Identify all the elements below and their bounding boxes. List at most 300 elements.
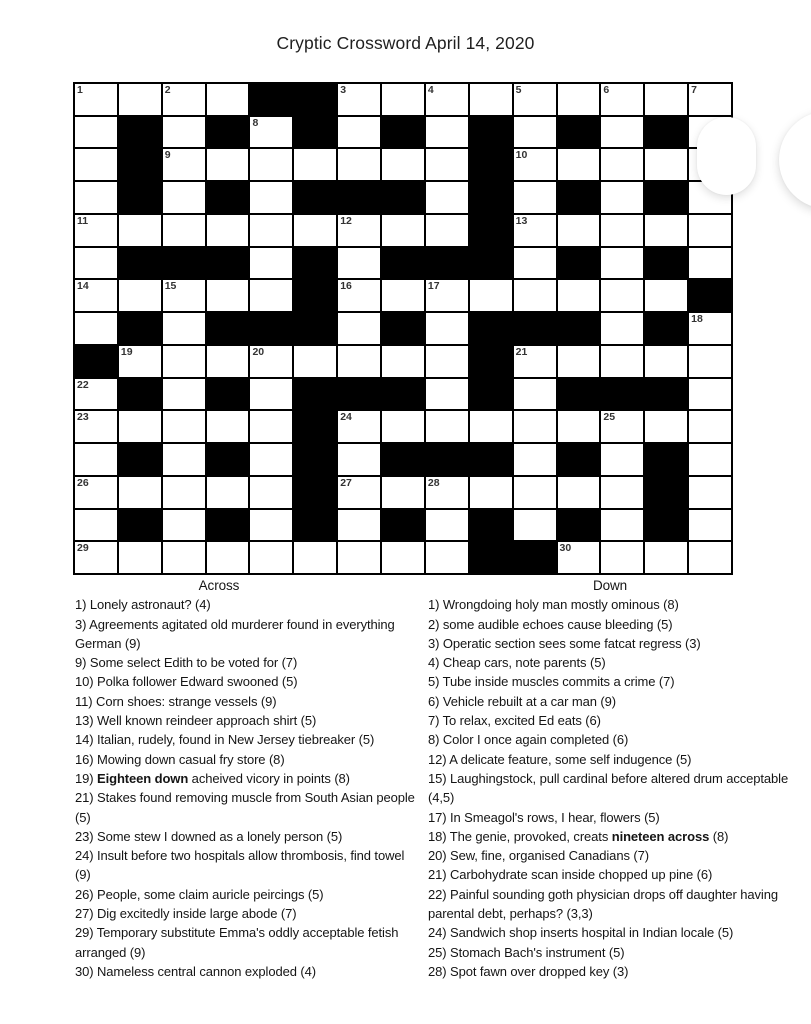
cell-number: 21 bbox=[515, 345, 528, 358]
grid-cell[interactable] bbox=[514, 411, 556, 442]
across-clue bbox=[75, 923, 423, 962]
clue-text: 17) In Smeagol's rows, I hear, flowers (5) bbox=[428, 809, 660, 825]
grid-cell[interactable] bbox=[426, 215, 468, 246]
cell-number: 23 bbox=[77, 411, 89, 424]
grid-cell[interactable] bbox=[207, 346, 249, 377]
grid-cell[interactable] bbox=[75, 149, 117, 180]
grid-cell-black bbox=[645, 182, 687, 213]
grid-cell-black bbox=[470, 313, 512, 344]
grid-cell[interactable] bbox=[601, 411, 643, 442]
clue-text: 12) A delicate feature, some self indugence (5) bbox=[428, 751, 692, 767]
grid-cell-black bbox=[470, 117, 512, 148]
grid-cell[interactable] bbox=[601, 280, 643, 311]
grid-cell[interactable] bbox=[514, 477, 556, 508]
grid-cell[interactable] bbox=[75, 215, 117, 246]
clue-text: 4) Cheap cars, note parents (5) bbox=[428, 655, 606, 671]
grid-cell-black bbox=[119, 379, 161, 410]
clue-text: 5) Tube inside muscles commits a crime (7) bbox=[428, 674, 675, 690]
cell-number: 17 bbox=[427, 280, 440, 293]
across-clue bbox=[75, 730, 423, 749]
grid-cell[interactable] bbox=[119, 346, 161, 377]
grid-cell-black bbox=[294, 182, 336, 213]
grid-cell-black bbox=[470, 182, 512, 213]
grid-cell[interactable] bbox=[75, 280, 117, 311]
grid-cell[interactable] bbox=[338, 280, 380, 311]
clue-text: 26) People, some claim auricle peircings (5) bbox=[75, 886, 324, 902]
grid-cell[interactable] bbox=[250, 510, 292, 541]
grid-cell[interactable] bbox=[601, 84, 643, 115]
across-clues-section bbox=[75, 576, 423, 981]
across-clue bbox=[75, 595, 423, 614]
grid-cell[interactable] bbox=[163, 510, 205, 541]
grid-cell-black bbox=[645, 117, 687, 148]
grid-cell[interactable] bbox=[250, 215, 292, 246]
grid-cell[interactable] bbox=[250, 149, 292, 180]
grid-cell[interactable] bbox=[514, 117, 556, 148]
grid-cell[interactable] bbox=[645, 215, 687, 246]
grid-cell[interactable] bbox=[338, 411, 380, 442]
grid-cell-black bbox=[207, 313, 249, 344]
clue-text: 9) Some select Edith to be voted for (7) bbox=[75, 655, 298, 671]
grid-cell-black bbox=[294, 248, 336, 279]
clue-text: 16) Mowing down casual fry store (8) bbox=[75, 751, 285, 767]
grid-cell[interactable] bbox=[294, 149, 336, 180]
grid-cell-black bbox=[382, 379, 424, 410]
down-clue bbox=[428, 672, 792, 691]
grid-cell[interactable] bbox=[601, 248, 643, 279]
down-header: Down bbox=[592, 578, 628, 593]
grid-cell[interactable] bbox=[75, 444, 117, 475]
grid-cell[interactable] bbox=[514, 215, 556, 246]
grid-cell-black bbox=[558, 313, 600, 344]
clue-text: 21) Stakes found removing muscle from South Asian people (5) bbox=[75, 790, 415, 825]
grid-cell-black bbox=[294, 313, 336, 344]
grid-cell[interactable] bbox=[207, 477, 249, 508]
grid-cell-black bbox=[382, 117, 424, 148]
across-clue bbox=[75, 962, 423, 981]
grid-cell[interactable] bbox=[250, 346, 292, 377]
grid-cell[interactable] bbox=[250, 411, 292, 442]
grid-cell[interactable] bbox=[689, 444, 731, 475]
grid-cell[interactable] bbox=[601, 117, 643, 148]
clue-text: 1) Lonely astronaut? (4) bbox=[75, 597, 211, 613]
grid-cell-black bbox=[207, 117, 249, 148]
grid-cell[interactable] bbox=[250, 477, 292, 508]
grid-cell-black bbox=[207, 182, 249, 213]
grid-cell-black bbox=[294, 510, 336, 541]
cell-number: 24 bbox=[340, 411, 352, 424]
grid-cell[interactable] bbox=[558, 215, 600, 246]
grid-cell[interactable] bbox=[338, 477, 380, 508]
grid-cell[interactable] bbox=[338, 248, 380, 279]
grid-cell[interactable] bbox=[119, 84, 161, 115]
grid-cell-black bbox=[470, 510, 512, 541]
clue-text: 19) bbox=[75, 770, 98, 786]
grid-cell[interactable] bbox=[207, 84, 249, 115]
clue-text: 28) Spot fawn over dropped key (3) bbox=[428, 963, 629, 979]
grid-cell[interactable] bbox=[689, 346, 731, 377]
grid-cell[interactable] bbox=[601, 477, 643, 508]
cell-number: 3 bbox=[340, 84, 347, 96]
grid-cell-black bbox=[382, 444, 424, 475]
down-clue bbox=[428, 827, 792, 846]
down-clue bbox=[428, 962, 792, 981]
grid-cell[interactable] bbox=[163, 84, 205, 115]
down-clue bbox=[428, 846, 792, 865]
grid-cell[interactable] bbox=[426, 280, 468, 311]
down-clue bbox=[428, 865, 792, 884]
grid-cell[interactable] bbox=[426, 411, 468, 442]
grid-cell[interactable] bbox=[645, 84, 687, 115]
grid-cell-black bbox=[119, 182, 161, 213]
grid-cell[interactable] bbox=[514, 444, 556, 475]
grid-cell[interactable] bbox=[601, 542, 643, 573]
down-clues-section bbox=[428, 576, 792, 981]
grid-cell[interactable] bbox=[689, 477, 731, 508]
grid-cell[interactable] bbox=[119, 215, 161, 246]
grid-cell[interactable] bbox=[382, 411, 424, 442]
down-clue bbox=[428, 653, 792, 672]
clue-text: 3) Agreements agitated old murderer found in everything German (9) bbox=[75, 616, 395, 651]
grid-cell-black bbox=[558, 182, 600, 213]
grid-cell[interactable] bbox=[119, 542, 161, 573]
cell-number: 1 bbox=[77, 84, 83, 96]
cell-number: 12 bbox=[340, 214, 352, 227]
grid-cell-black bbox=[119, 248, 161, 279]
grid-cell[interactable] bbox=[207, 149, 249, 180]
across-clue bbox=[75, 788, 423, 827]
grid-cell[interactable] bbox=[689, 215, 731, 246]
down-clue bbox=[428, 943, 792, 962]
grid-cell[interactable] bbox=[382, 477, 424, 508]
clue-text: 22) Painful sounding goth physician drops off daughter having parental debt, perhaps? (3,3) bbox=[428, 886, 778, 922]
clue-text-bold: nineteen across bbox=[611, 828, 710, 844]
grid-cell[interactable] bbox=[163, 117, 205, 148]
cell-number: 4 bbox=[427, 84, 434, 96]
grid-cell[interactable] bbox=[426, 346, 468, 377]
cell-number: 13 bbox=[515, 214, 528, 227]
grid-cell[interactable] bbox=[338, 84, 380, 115]
grid-cell[interactable] bbox=[426, 379, 468, 410]
grid-cell[interactable] bbox=[514, 510, 556, 541]
across-clue-list bbox=[75, 595, 423, 981]
grid-cell[interactable] bbox=[470, 84, 512, 115]
down-clue bbox=[428, 595, 792, 614]
grid-cell[interactable] bbox=[338, 444, 380, 475]
across-clue bbox=[75, 885, 423, 904]
down-clue bbox=[428, 692, 792, 711]
grid-cell[interactable] bbox=[250, 280, 292, 311]
grid-cell-black bbox=[558, 510, 600, 541]
grid-cell[interactable] bbox=[426, 149, 468, 180]
grid-cell-black bbox=[470, 248, 512, 279]
across-clue bbox=[75, 653, 423, 672]
grid-cell-black bbox=[119, 149, 161, 180]
across-clue bbox=[75, 769, 423, 788]
grid-cell-black bbox=[207, 248, 249, 279]
grid-cell[interactable] bbox=[558, 477, 600, 508]
grid-cell[interactable] bbox=[163, 313, 205, 344]
grid-cell[interactable] bbox=[382, 346, 424, 377]
grid-cell[interactable] bbox=[601, 510, 643, 541]
grid-cell-black bbox=[426, 444, 468, 475]
grid-cell[interactable] bbox=[426, 510, 468, 541]
grid-cell[interactable] bbox=[382, 149, 424, 180]
grid-cell[interactable] bbox=[558, 411, 600, 442]
grid-cell[interactable] bbox=[514, 182, 556, 213]
grid-cell[interactable] bbox=[558, 280, 600, 311]
grid-cell[interactable] bbox=[426, 477, 468, 508]
grid-cell[interactable] bbox=[75, 510, 117, 541]
down-clue bbox=[428, 808, 792, 827]
grid-cell-black bbox=[470, 444, 512, 475]
grid-cell[interactable] bbox=[163, 215, 205, 246]
grid-cell-black bbox=[119, 117, 161, 148]
grid-cell[interactable] bbox=[382, 280, 424, 311]
grid-cell[interactable] bbox=[601, 346, 643, 377]
grid-cell[interactable] bbox=[426, 182, 468, 213]
grid-cell[interactable] bbox=[163, 444, 205, 475]
grid-cell[interactable] bbox=[75, 84, 117, 115]
grid-cell[interactable] bbox=[426, 84, 468, 115]
down-clue bbox=[428, 711, 792, 730]
clue-text: 7) To relax, excited Ed eats (6) bbox=[428, 713, 601, 729]
grid-cell-black bbox=[558, 117, 600, 148]
grid-cell[interactable] bbox=[470, 477, 512, 508]
grid-cell-black bbox=[558, 379, 600, 410]
grid-cell-black bbox=[382, 182, 424, 213]
grid-cell[interactable] bbox=[294, 346, 336, 377]
grid-cell[interactable] bbox=[250, 444, 292, 475]
cell-number: 6 bbox=[603, 84, 610, 96]
grid-cell[interactable] bbox=[558, 84, 600, 115]
grid-cell-black bbox=[382, 248, 424, 279]
grid-cell[interactable] bbox=[426, 542, 468, 573]
grid-cell[interactable] bbox=[382, 215, 424, 246]
grid-cell-black bbox=[294, 117, 336, 148]
grid-cell[interactable] bbox=[382, 84, 424, 115]
grid-cell[interactable] bbox=[163, 542, 205, 573]
grid-cell[interactable] bbox=[601, 149, 643, 180]
clue-text: 20) Sew, fine, organised Canadians (7) bbox=[428, 848, 649, 864]
grid-cell[interactable] bbox=[294, 542, 336, 573]
grid-cell[interactable] bbox=[645, 411, 687, 442]
grid-cell[interactable] bbox=[601, 313, 643, 344]
grid-cell-black bbox=[470, 215, 512, 246]
grid-cell[interactable] bbox=[426, 313, 468, 344]
grid-cell-black bbox=[645, 510, 687, 541]
grid-cell[interactable] bbox=[75, 182, 117, 213]
grid-cell[interactable] bbox=[514, 84, 556, 115]
grid-cell[interactable] bbox=[163, 346, 205, 377]
grid-cell[interactable] bbox=[426, 117, 468, 148]
cell-number: 15 bbox=[164, 280, 177, 293]
grid-cell[interactable] bbox=[645, 280, 687, 311]
down-clue bbox=[428, 750, 792, 769]
grid-cell-black bbox=[601, 379, 643, 410]
grid-cell[interactable] bbox=[250, 248, 292, 279]
grid-cell-black bbox=[558, 248, 600, 279]
grid-cell[interactable] bbox=[207, 280, 249, 311]
grid-cell[interactable] bbox=[601, 182, 643, 213]
grid-cell-black bbox=[207, 379, 249, 410]
grid-cell[interactable] bbox=[338, 313, 380, 344]
clue-text: 29) Temporary substitute Emma's oddly acceptable fetish arranged (9) bbox=[75, 925, 399, 960]
grid-cell[interactable] bbox=[119, 477, 161, 508]
cell-number: 10 bbox=[515, 149, 528, 162]
grid-cell[interactable] bbox=[514, 379, 556, 410]
grid-cell[interactable] bbox=[250, 117, 292, 148]
grid-cell[interactable] bbox=[250, 182, 292, 213]
across-clue bbox=[75, 827, 423, 846]
cell-number: 16 bbox=[340, 280, 352, 293]
grid-cell[interactable] bbox=[338, 215, 380, 246]
grid-cell[interactable] bbox=[75, 477, 117, 508]
grid-cell[interactable] bbox=[207, 411, 249, 442]
grid-cell[interactable] bbox=[207, 542, 249, 573]
grid-cell-black bbox=[338, 379, 380, 410]
grid-cell[interactable] bbox=[558, 149, 600, 180]
grid-cell-black bbox=[645, 379, 687, 410]
grid-cell[interactable] bbox=[601, 215, 643, 246]
grid-cell[interactable] bbox=[338, 149, 380, 180]
grid-cell-black bbox=[470, 346, 512, 377]
across-clue bbox=[75, 750, 423, 769]
cell-number: 11 bbox=[77, 214, 89, 227]
across-clue bbox=[75, 692, 423, 711]
grid-cell[interactable] bbox=[163, 411, 205, 442]
grid-cell-black bbox=[689, 280, 731, 311]
down-clue bbox=[428, 769, 792, 808]
grid-cell-black bbox=[75, 346, 117, 377]
grid-cell[interactable] bbox=[75, 379, 117, 410]
down-clue bbox=[428, 730, 792, 749]
cell-number: 29 bbox=[77, 542, 89, 555]
grid-cell[interactable] bbox=[75, 542, 117, 573]
grid-cell[interactable] bbox=[689, 542, 731, 573]
clue-text: 8) Color I once again completed (6) bbox=[428, 732, 629, 748]
grid-cell[interactable] bbox=[689, 379, 731, 410]
grid-cell[interactable] bbox=[470, 411, 512, 442]
grid-cell[interactable] bbox=[119, 411, 161, 442]
grid-cell[interactable] bbox=[689, 248, 731, 279]
clue-text: 30) Nameless central cannon exploded (4) bbox=[75, 963, 316, 979]
page-title: Cryptic Crossword April 14, 2020 bbox=[276, 33, 535, 53]
grid-cell[interactable] bbox=[470, 280, 512, 311]
clue-text: 24) Sandwich shop inserts hospital in Indian locale (5) bbox=[428, 925, 734, 941]
grid-cell[interactable] bbox=[338, 510, 380, 541]
down-clue bbox=[428, 615, 792, 634]
cell-number: 25 bbox=[603, 411, 616, 424]
clue-text: 13) Well known reindeer approach shirt (5) bbox=[75, 713, 317, 729]
grid-cell[interactable] bbox=[75, 411, 117, 442]
cell-number: 9 bbox=[164, 149, 171, 162]
grid-cell[interactable] bbox=[689, 313, 731, 344]
cell-number: 26 bbox=[77, 476, 89, 489]
grid-cell-black bbox=[294, 411, 336, 442]
floating-bubble-small[interactable] bbox=[697, 117, 756, 195]
clue-text: 27) Dig excitedly inside large abode (7) bbox=[75, 906, 297, 922]
grid-cell[interactable] bbox=[294, 215, 336, 246]
grid-cell[interactable] bbox=[75, 313, 117, 344]
grid-cell[interactable] bbox=[558, 346, 600, 377]
grid-cell[interactable] bbox=[163, 379, 205, 410]
grid-cell[interactable] bbox=[75, 117, 117, 148]
down-clue bbox=[428, 923, 792, 942]
grid-cell[interactable] bbox=[689, 84, 731, 115]
grid-cell[interactable] bbox=[250, 379, 292, 410]
grid-cell[interactable] bbox=[163, 182, 205, 213]
grid-cell[interactable] bbox=[689, 411, 731, 442]
across-clue bbox=[75, 672, 423, 691]
cell-number: 8 bbox=[252, 116, 259, 129]
grid-cell[interactable] bbox=[514, 149, 556, 180]
grid-cell[interactable] bbox=[689, 510, 731, 541]
clue-text: (8) bbox=[709, 828, 729, 844]
cell-number: 5 bbox=[515, 84, 522, 96]
crossword-grid bbox=[73, 82, 733, 575]
clue-text: 6) Vehicle rebuilt at a car man (9) bbox=[428, 693, 616, 709]
grid-cell[interactable] bbox=[645, 149, 687, 180]
grid-cell[interactable] bbox=[338, 542, 380, 573]
clue-text: 25) Stomach Bach's instrument (5) bbox=[428, 944, 625, 960]
grid-cell[interactable] bbox=[338, 117, 380, 148]
grid-cell-black bbox=[645, 313, 687, 344]
cell-number: 2 bbox=[164, 84, 171, 96]
grid-cell-black bbox=[514, 542, 556, 573]
cell-number: 30 bbox=[559, 542, 572, 555]
clue-text-bold: Eighteen down bbox=[97, 770, 189, 786]
grid-cell[interactable] bbox=[250, 542, 292, 573]
grid-cell[interactable] bbox=[514, 280, 556, 311]
floating-bubble-large[interactable] bbox=[779, 111, 811, 209]
grid-cell[interactable] bbox=[514, 248, 556, 279]
grid-cell[interactable] bbox=[338, 346, 380, 377]
grid-cell[interactable] bbox=[645, 542, 687, 573]
grid-cell[interactable] bbox=[382, 542, 424, 573]
grid-cell-black bbox=[163, 248, 205, 279]
grid-cell[interactable] bbox=[645, 346, 687, 377]
grid-cell-black bbox=[207, 444, 249, 475]
across-clue bbox=[75, 904, 423, 923]
grid-cell-black bbox=[207, 510, 249, 541]
grid-cell-black bbox=[558, 444, 600, 475]
grid-cell[interactable] bbox=[119, 280, 161, 311]
grid-cell[interactable] bbox=[163, 280, 205, 311]
clue-text: acheived vicory in points (8) bbox=[188, 770, 350, 786]
grid-cell[interactable] bbox=[558, 542, 600, 573]
clue-text: 10) Polka follower Edward swooned (5) bbox=[75, 674, 298, 690]
grid-cell[interactable] bbox=[75, 248, 117, 279]
cell-number: 27 bbox=[340, 476, 352, 489]
grid-cell-black bbox=[426, 248, 468, 279]
clue-text: 11) Corn shoes: strange vessels (9) bbox=[75, 693, 277, 709]
cell-number: 20 bbox=[252, 345, 265, 358]
clue-text: 14) Italian, rudely, found in New Jersey tiebreaker (5) bbox=[75, 732, 375, 748]
grid-cell-black bbox=[119, 510, 161, 541]
clue-text: 18) The genie, provoked, creats bbox=[428, 828, 612, 844]
clue-text: 1) Wrongdoing holy man mostly ominous (8) bbox=[428, 597, 679, 613]
grid-cell[interactable] bbox=[163, 477, 205, 508]
grid-cell[interactable] bbox=[601, 444, 643, 475]
grid-cell[interactable] bbox=[207, 215, 249, 246]
grid-cell-black bbox=[294, 280, 336, 311]
down-clue-list bbox=[428, 595, 792, 981]
grid-cell[interactable] bbox=[163, 149, 205, 180]
grid-cell-black bbox=[294, 444, 336, 475]
grid-cell[interactable] bbox=[514, 346, 556, 377]
cell-number: 7 bbox=[691, 84, 697, 96]
